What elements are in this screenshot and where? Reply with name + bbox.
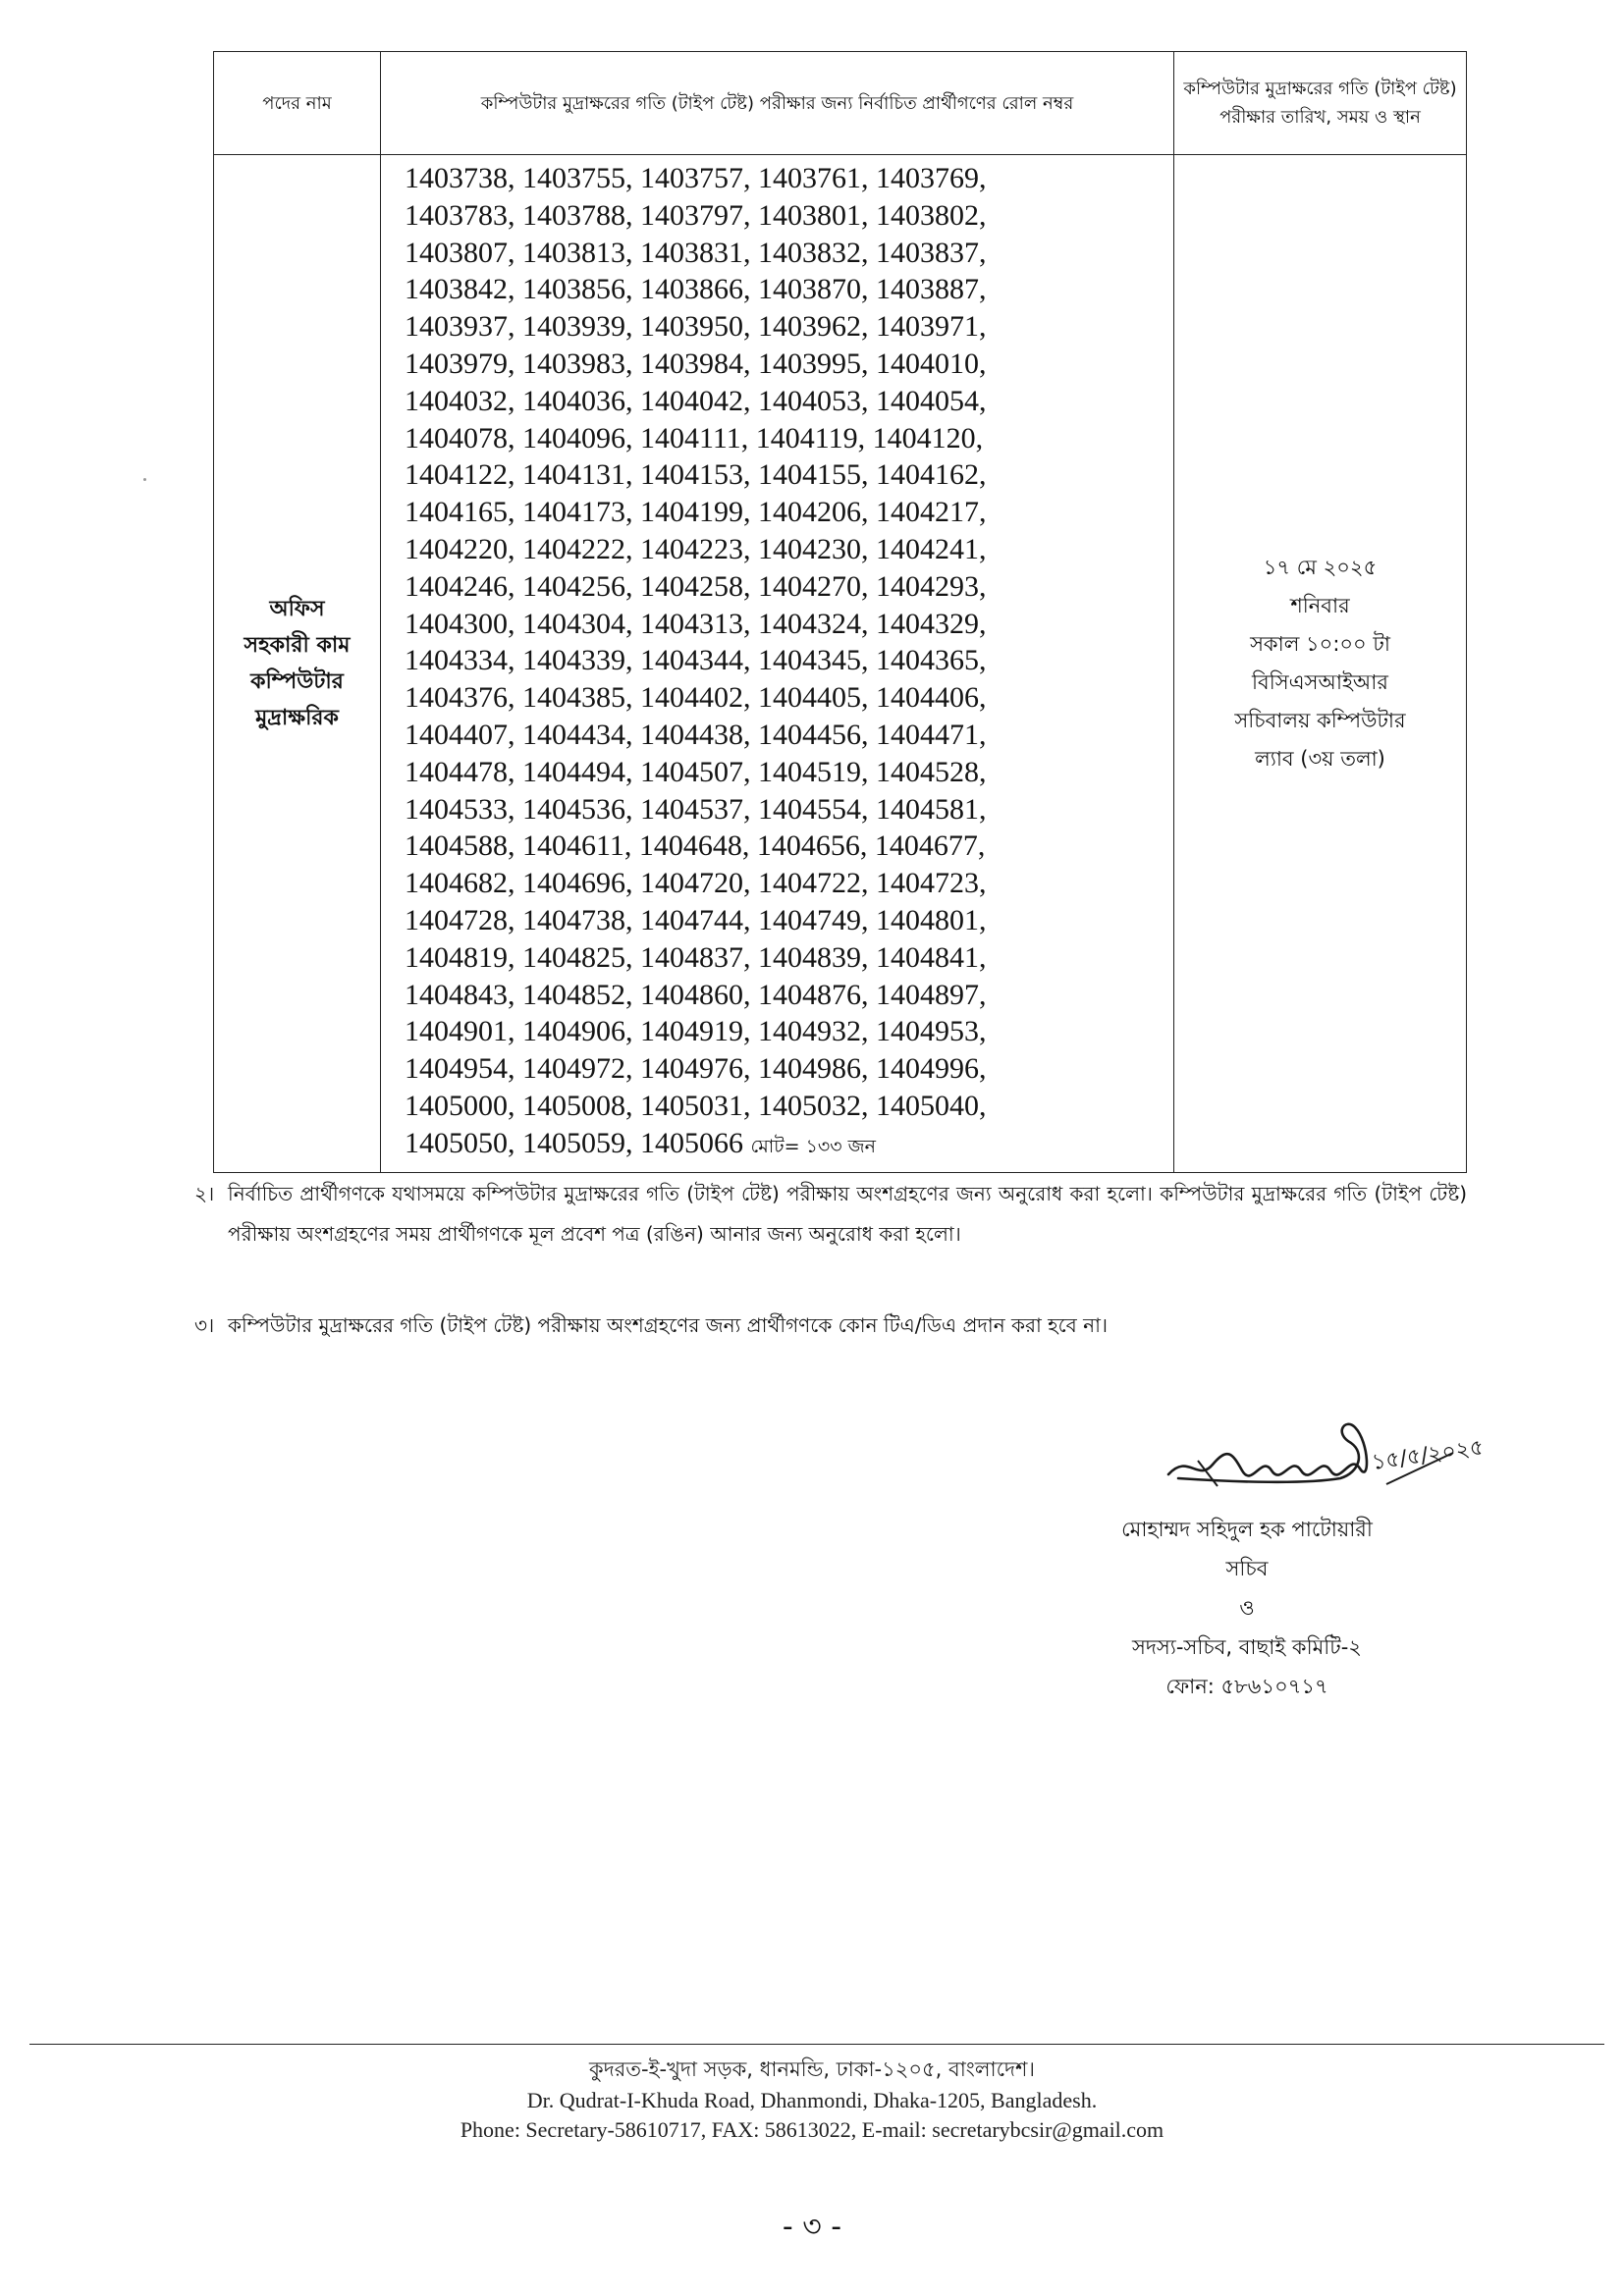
roll-line: 1404682, 1404696, 1404720, 1404722, 1404723, [405, 867, 987, 900]
signatory-phone: ফোন: ৫৮৬১০৭১৭ [1165, 1675, 1328, 1698]
roll-line: 1403979, 1403983, 1403984, 1403995, 1404010, [405, 347, 987, 380]
roll-line: 1404165, 1404173, 1404199, 1404206, 1404217, [405, 496, 987, 529]
table-row [214, 155, 1467, 1173]
exam-time: সকাল ১০:০০ টা [1250, 631, 1390, 656]
post-name-line: কম্পিউটার [250, 668, 344, 694]
page-number: - ৩ - [782, 2210, 842, 2244]
handwritten-signature [1159, 1414, 1486, 1502]
roll-line: 1403783, 1403788, 1403797, 1403801, 1403802, [405, 198, 987, 232]
footer-address-bangla: কুদরত-ই-খুদা সড়ক, ধানমন্ডি, ঢাকা-১২০৫, বাংলাদেশ। [589, 2057, 1035, 2081]
roll-line: 1404376, 1404385, 1404402, 1404405, 1404406, [405, 681, 987, 715]
roll-line: 1404533, 1404536, 1404537, 1404554, 1404581, [405, 792, 987, 826]
note-number: ২। [194, 1182, 215, 1205]
post-name-line: সহকারী কাম [244, 632, 351, 658]
footer-address-english: Dr. Qudrat-I-Khuda Road, Dhanmondi, Dhaka-1205, Bangladesh. [526, 2088, 1098, 2112]
total-count: মোট= ১৩৩ জন [750, 1135, 876, 1157]
last-roll-numbers: 1405050, 1405059, 1405066 [405, 1126, 743, 1159]
roll-line: 1404122, 1404131, 1404153, 1404155, 1404162, [405, 458, 987, 492]
note-ta-da [194, 1306, 1467, 1346]
header-post: পদের নাম [214, 52, 381, 155]
roll-line: 1404901, 1404906, 1404919, 1404932, 1404953, [405, 1015, 987, 1048]
roll-line: 1404032, 1404036, 1404042, 1404053, 1404054, [405, 384, 987, 417]
post-name-line: মুদ্রাক্ষরিক [255, 705, 339, 730]
note-text: কম্পিউটার মুদ্রাক্ষরের গতি (টাইপ টেষ্ট) পরীক্ষায় অংশগ্রহণের জন্য প্রার্থীগণকে কোন টিএ/ডিএ প্রদান করা হবে না। [228, 1313, 1109, 1337]
note-attendance [194, 1174, 1467, 1255]
exam-venue-floor: ল্যাব (৩য় তলা) [1255, 746, 1385, 771]
roll-line: 1403842, 1403856, 1403866, 1403870, 1403887, [405, 273, 987, 306]
roll-line: 1404588, 1404611, 1404648, 1404656, 1404677, [405, 829, 986, 863]
signatory-designation: সদস্য-সচিব, বাছাই কমিটি-২ [1132, 1635, 1362, 1659]
roll-line: 1404819, 1404825, 1404837, 1404839, 1404841, [405, 940, 987, 974]
exam-date: ১৭ মে ২০২৫ [1263, 555, 1378, 579]
header-exam: কম্পিউটার মুদ্রাক্ষরের গতি (টাইপ টেষ্ট) পরীক্ষার তারিখ, সময় ও স্থান [1174, 52, 1467, 155]
exam-schedule-cell [1174, 155, 1467, 1173]
roll-line: 1404220, 1404222, 1404223, 1404230, 1404241, [405, 532, 987, 565]
roll-line: 1403807, 1403813, 1403831, 1403832, 1403837, [405, 236, 987, 269]
roll-line: 1404334, 1404339, 1404344, 1404345, 1404365, [405, 644, 987, 677]
roll-line: 1404407, 1404434, 1404438, 1404456, 1404471, [405, 718, 987, 751]
signatory-title: সচিব [1225, 1557, 1269, 1580]
signature-date: ১৫/৫/২০২৫ [1370, 1435, 1486, 1476]
roll-numbers-cell [381, 155, 1174, 1173]
footer-contact: Phone: Secretary-58610717, FAX: 58613022, E-mail: secretarybcsir@gmail.com [460, 2117, 1164, 2142]
signatory-block [992, 1510, 1502, 1706]
roll-line: 1404728, 1404738, 1404744, 1404749, 1404801, [405, 903, 987, 936]
roll-line: 1404300, 1404304, 1404313, 1404324, 1404329, [405, 607, 987, 640]
note-number: ৩। [194, 1313, 215, 1337]
candidate-list-table [213, 51, 1467, 1173]
roll-line: 1404246, 1404256, 1404258, 1404270, 1404293, [405, 569, 987, 603]
roll-line: 1404843, 1404852, 1404860, 1404876, 1404897, [405, 978, 987, 1011]
roll-line: 1405000, 1405008, 1405031, 1405032, 1405040, [405, 1089, 987, 1122]
exam-venue-org: বিসিএসআইআর [1252, 669, 1388, 694]
footer [0, 2054, 1624, 2145]
scan-speck [143, 478, 146, 481]
footer-divider [29, 2044, 1604, 2045]
roll-line: 1404478, 1404494, 1404507, 1404519, 1404528, [405, 755, 987, 788]
roll-line: 1403937, 1403939, 1403950, 1403962, 1403971, [405, 310, 987, 344]
signatory-and: ও [1239, 1596, 1255, 1620]
note-text: নির্বাচিত প্রার্থীগণকে যথাসময়ে কম্পিউটার মুদ্রাক্ষরের গতি (টাইপ টেষ্ট) পরীক্ষায় অংশগ্রহণের জন্য অনুরোধ করা হলো। কম্পিউটার মুদ্রাক্ষরের গতি (টাইপ টেষ্ট) পরীক্ষায় অংশগ্রহণের সময় প্রার্থীগণকে মূল প্রবেশ পত্র (রঙিন) আনার জন্য অনুরোধ করা হলো। [228, 1182, 1467, 1246]
roll-line: 1403738, 1403755, 1403757, 1403761, 1403769, [405, 162, 987, 194]
roll-line: 1404954, 1404972, 1404976, 1404986, 1404996, [405, 1052, 987, 1086]
signatory-name: মোহাম্মদ সহিদুল হক পাটোয়ারী [1121, 1518, 1373, 1541]
post-name-line: অফিস [269, 596, 325, 621]
post-name-cell [214, 155, 381, 1173]
roll-line: 1404078, 1404096, 1404111, 1404119, 1404120, [405, 421, 984, 454]
exam-venue-lab: সচিবালয় কম্পিউটার [1234, 708, 1406, 732]
header-rolls: কম্পিউটার মুদ্রাক্ষরের গতি (টাইপ টেষ্ট) পরীক্ষার জন্য নির্বাচিত প্রার্থীগণের রোল নম্বর [381, 52, 1174, 155]
exam-day: শনিবার [1290, 593, 1350, 617]
roll-line-last [405, 1125, 1173, 1166]
table-header-row [214, 52, 1467, 155]
